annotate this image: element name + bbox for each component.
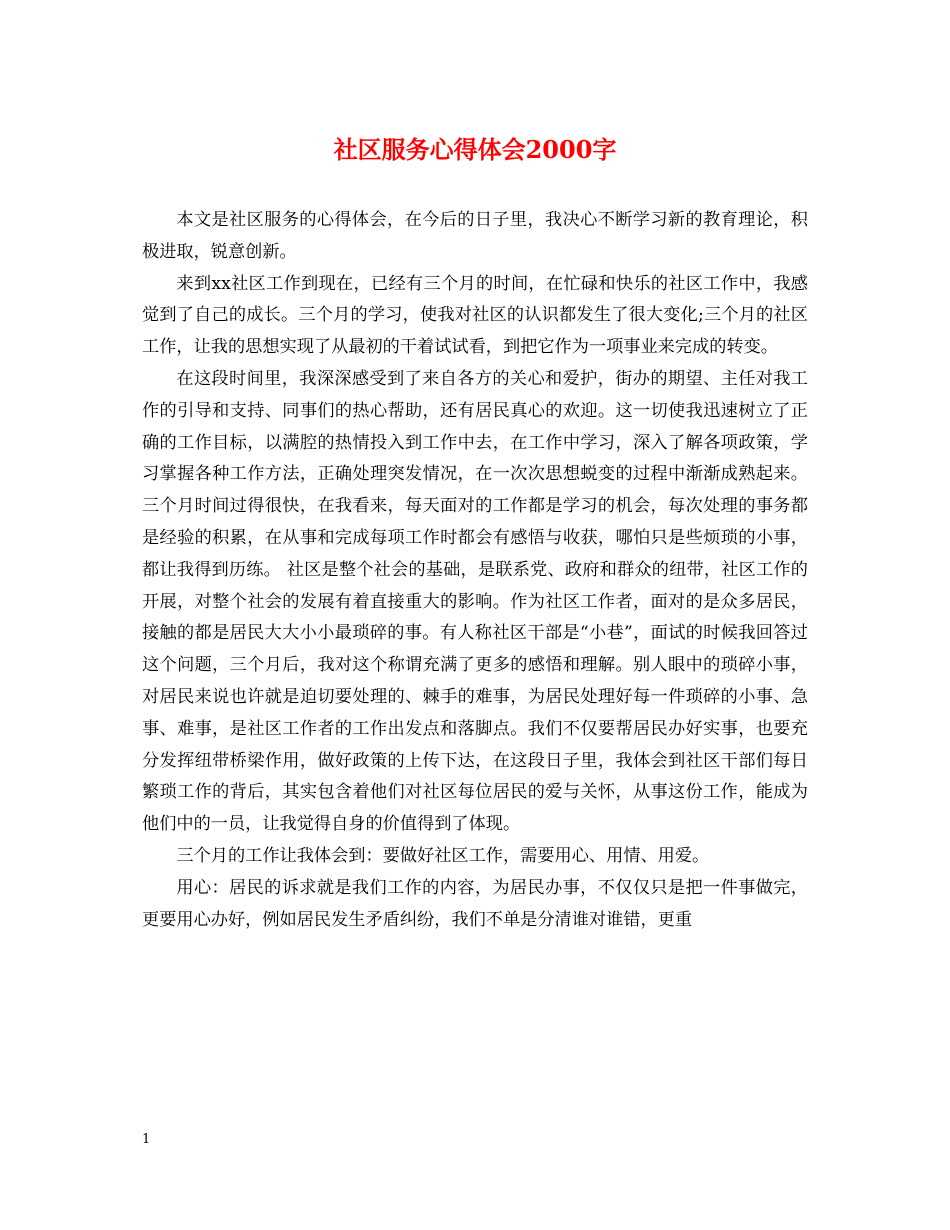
paragraph: 来到xx社区工作到现在，已经有三个月的时间，在忙碌和快乐的社区工作中，我感觉到了自己的成长。三个月的学习，使我对社区的认识都发生了很大变化;三个月的社区工作，让我的思想实现了从最初的干着试试看，到把它作为一项事业来完成的转变。 — [142, 273, 808, 358]
paragraph: 本文是社区服务的心得体会，在今后的日子里，我决心不断学习新的教育理论，积极进取，锐意创新。 — [142, 210, 808, 262]
page-title: 社区服务心得体会2000字 — [333, 135, 617, 164]
paragraph: 在这段时间里，我深深感受到了来自各方的关心和爱护，街办的期望、主任对我工作的引导和支持、同事们的热心帮助，还有居民真心的欢迎。这一切使我迅速树立了正确的工作目标，以满腔的热情投入到工作中去，在工作中学习，深入了解各项政策，学习掌握各种工作方法，正确处理突发情况，在一次次思想蜕变的过程中渐渐成熟起来。三个月时间过得很快，在我看来，每天面对的工作都是学习的机会，每次处理的事务都是经验的积累，在从事和完成每项工作时都会有感悟与收获，哪怕只是些烦琐的小事，都让我得到历练。 社区是整个社会的基础，是联系党、政府和群众的纽带，社区工作的开展，对整个社会的发展有着直接重大的影响。作为社区工作者，面对的是众多居民，接触的都是居民大大小小最琐碎的事。有人称社区干部是“小巷”，面试的时候我回答过这个问题，三个月后，我对这个称谓充满了更多的感悟和理解。别人眼中的琐碎小事，对居民来说也许就是迫切要处理的、棘手的难事，为居民处理好每一件琐碎的小事、急事、难事，是社区工作者的工作出发点和落脚点。我们不仅要帮居民办好实事，也要充分发挥纽带桥梁作用，做好政策的上传下达，在这段日子里，我体会到社区干部们每日繁琐工作的背后，其实包含着他们对社区每位居民的爱与关怀，从事这份工作，能成为他们中的一员，让我觉得自身的价值得到了体现。 — [142, 368, 808, 835]
page-number: 1 — [142, 1132, 151, 1147]
paragraph: 用心：居民的诉求就是我们工作的内容，为居民办事，不仅仅只是把一件事做完，更要用心办好，例如居民发生矛盾纠纷，我们不单是分清谁对谁错，更重 — [142, 877, 808, 930]
paragraph: 三个月的工作让我体会到：要做好社区工作，需要用心、用情、用爱。 — [176, 845, 710, 866]
document-body — [142, 205, 808, 936]
